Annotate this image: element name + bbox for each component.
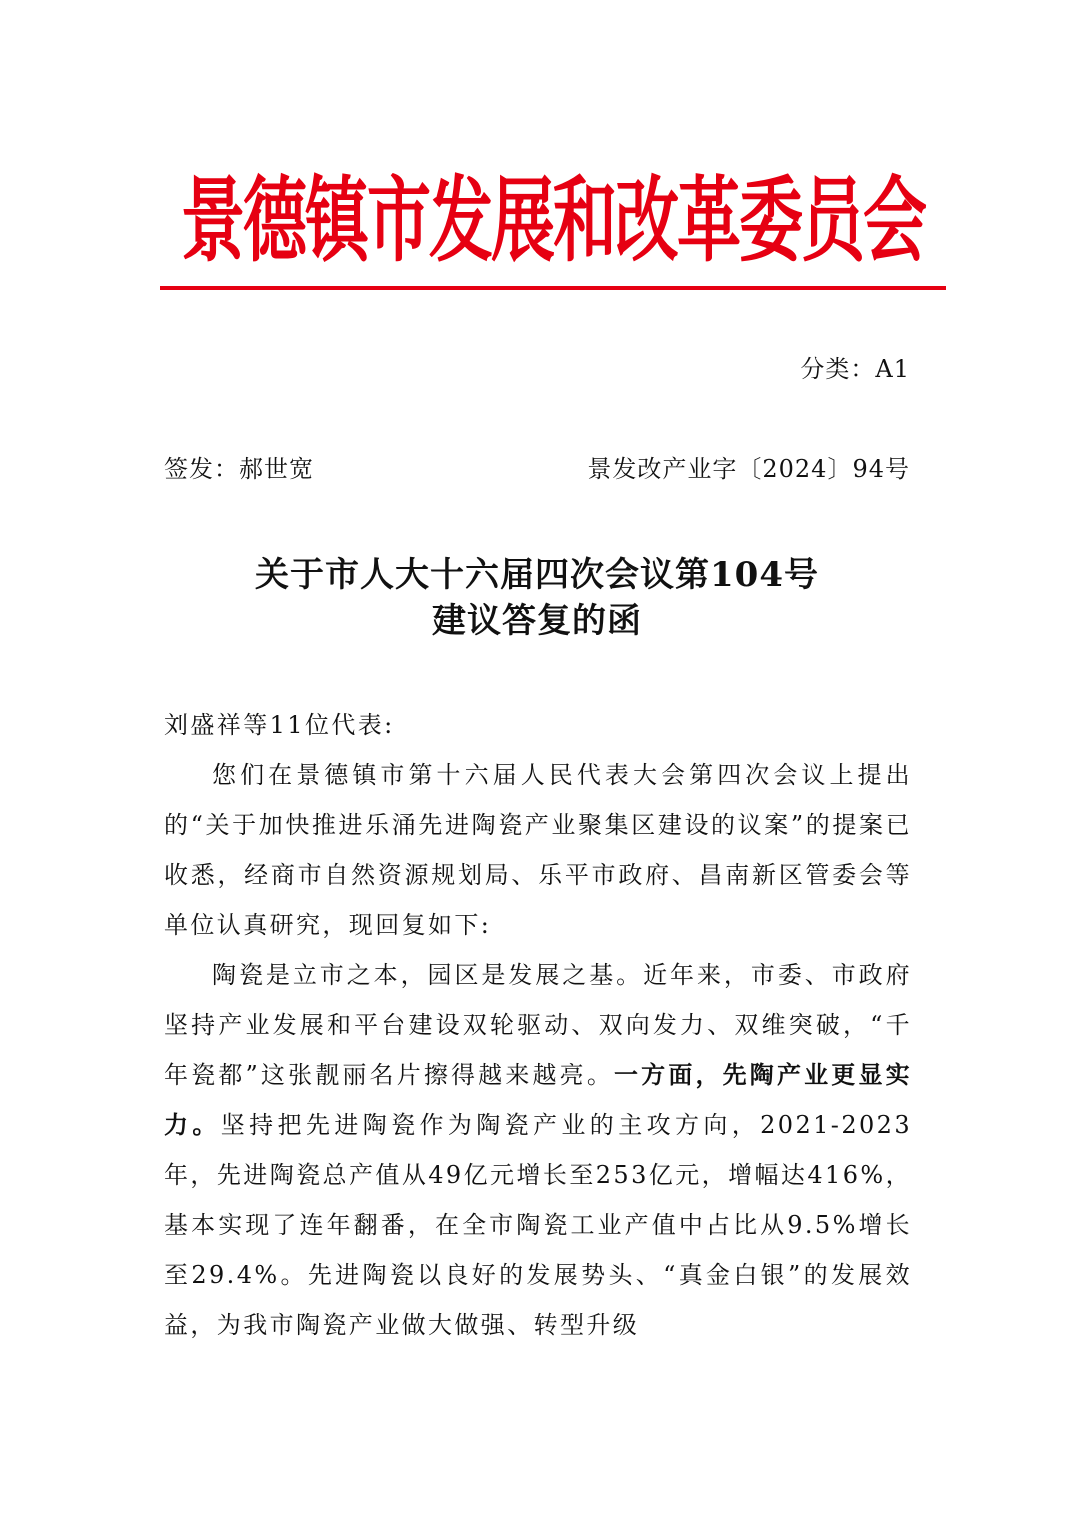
body-paragraph-2 — [164, 950, 912, 1350]
document-body — [164, 700, 912, 1350]
document-number: 景发改产业字〔2024〕94号 — [587, 455, 910, 483]
paragraph-2-bold-heading: 一方面，先陶产业更显实力。 — [164, 1060, 912, 1139]
title-line-1: 关于市人大十六届四次会议第104号 — [255, 555, 819, 595]
signer-label: 签发：郝世宽 — [164, 455, 314, 483]
salutation: 刘盛祥等11位代表: — [164, 711, 395, 739]
paragraph-2-rest: 坚持把先进陶瓷作为陶瓷产业的主攻方向，2021-2023年，先进陶瓷总产值从49亿元增长至253亿元，增幅达416%，基本实现了连年翻番，在全市陶瓷工业产值中占比从9.5%增长至29.4%。先进陶瓷以良好的发展势头、“真金白银”的发展效益，为我市陶瓷产业做大做强、转型升级 — [164, 1111, 912, 1339]
paragraph-2-intro: 陶瓷是立市之本，园区是发展之基。近年来，市委、市政府坚持产业发展和平台建设双轮驱动、双向发力、双维突破，“千年瓷都”这张靓丽名片擦得越来越亮。 — [164, 961, 912, 1089]
title-line-2: 建议答复的函 — [432, 601, 642, 641]
red-divider-line — [160, 286, 946, 290]
category-label: 分类：A1 — [800, 355, 910, 383]
document-title — [0, 552, 1074, 644]
body-paragraph-1: 您们在景德镇市第十六届人民代表大会第四次会议上提出的“关于加快推进乐涌先进陶瓷产业聚集区建设的议案”的提案已收悉，经商市自然资源规划局、乐平市政府、昌南新区管委会等单位认真研究，现回复如下: — [164, 761, 912, 939]
org-masthead: 景德镇市发展和改革委员会 — [181, 168, 925, 276]
